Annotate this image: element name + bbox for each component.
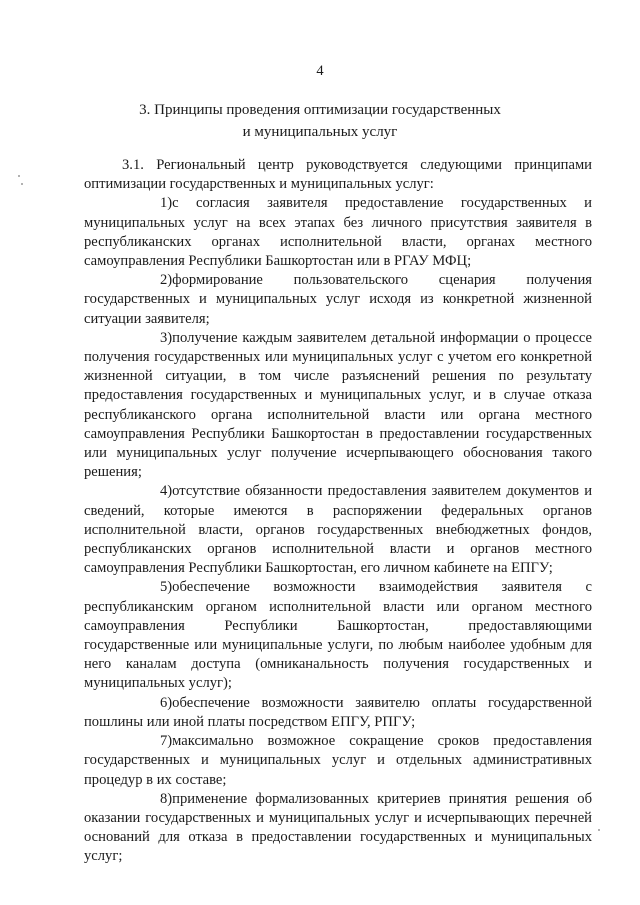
list-item-text: получение каждым заявителем детальной информации о процессе получения государственных или муниципальных услуг с учетом его конкретной жизненной ситуации, в том числе разъяснений решения по результату предоставления государственных и муниципальных услуг, и в случае отказа республиканского органа исполнительной власти или органа местного самоуправления Республики Башкортостан в предоставлении государственных или муниципальных услуг получение исчерпывающего обоснования такого решения; [84,329,592,481]
list-item [84,578,592,693]
section-heading-line-1: 3. Принципы проведения оптимизации государственных [139,102,501,118]
list-item-text: с согласия заявителя предоставление государственных и муниципальных услуг на всех этапах без личного присутствия заявителя в республиканских органах исполнительной власти, органах местного самоуправления Республики Башкортостан или в РГАУ МФЦ; [84,195,592,270]
list-item-number: 2) [160,272,173,289]
list-item [84,694,592,732]
section-heading-line-2: и муниципальных услуг [242,124,398,140]
scan-speck [598,829,600,831]
section-heading [0,99,640,143]
list-item [84,732,592,790]
scan-speck [21,183,23,185]
list-item-number: 6) [160,694,173,711]
list-item-number: 1) [160,195,173,212]
list-item-text: обеспечение возможности взаимодействия заявителя с республиканским органом исполнительной власти или органом местного самоуправления Республики Башкортостан, предоставляющими государственные или муниципальные услуги, по любым наиболее удобным для него каналам доступа (омниканальность получения государственных и муниципальных услуг); [84,579,592,692]
scan-speck [18,175,20,177]
page-number: 4 [316,63,324,79]
list-item [84,329,592,483]
list-item-number: 5) [160,579,173,596]
document-body [84,156,592,867]
list-item-text: формирование пользовательского сценария получения государственных и муниципальных услуг исходя из конкретной жизненной ситуации заявителя; [84,272,592,327]
list-item-text: отсутствие обязанности предоставления заявителем документов и сведений, которые имеются в распоряжении федеральных органов исполнительной власти, органов государственных внебюджетных фондов, республиканских органов исполнительной власти и органов местного самоуправления Республики Башкортостан, его личном кабинете на ЕПГУ; [84,483,592,577]
list-item [84,271,592,329]
list-item-number: 8) [160,790,173,807]
list-item-text: применение формализованных критериев принятия решения об оказании государственных и муниципальных услуг и исчерпывающих перечней оснований для отказа в предоставлении государственных и муниципальных услуг; [84,790,592,865]
list-item-text: максимально возможное сокращение сроков предоставления государственных и муниципальных услуг и отдельных административных процедур в их составе; [84,733,592,788]
list-item [84,790,592,867]
list-item-number: 7) [160,733,173,750]
list-item-number: 3) [160,329,173,346]
list-item-text: обеспечение возможности заявителю оплаты государственной пошлины или иной платы посредством ЕПГУ, РПГУ; [84,694,592,730]
list-item [84,482,592,578]
list-item [84,194,592,271]
intro-paragraph: 3.1. Региональный центр руководствуется следующими принципами оптимизации государственных и муниципальных услуг: [84,157,592,193]
list-item-number: 4) [160,483,173,500]
